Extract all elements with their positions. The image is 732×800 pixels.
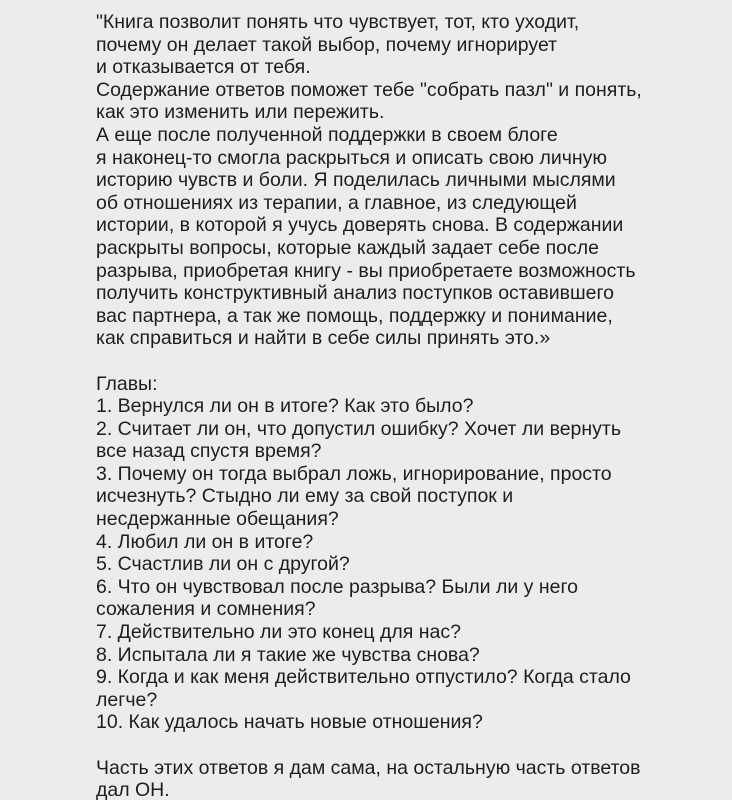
closing-line: Часть этих ответов я дам сама, на остальную часть ответов — [96, 756, 641, 779]
quote-line: Содержание ответов поможет тебе "собрать пазл" и понять, — [96, 78, 642, 101]
quote-line: как это изменить или пережить. — [96, 101, 385, 124]
quote-line: об отношениях из терапии, а главное, из следующей — [96, 191, 577, 214]
closing-paragraph — [96, 757, 692, 800]
book-description-quote — [96, 11, 692, 350]
chapter-line: 8. Испытала ли я такие же чувства снова? — [96, 643, 480, 666]
quote-line: я наконец-то смогла раскрыться и описать свою личную — [96, 146, 608, 169]
chapter-line: 2. Считает ли он, что допустил ошибку? Хочет ли вернуть — [96, 417, 622, 440]
chapter-line: 10. Как удалось начать новые отношения? — [96, 711, 483, 734]
quote-line: вас партнера, а так же помощь, поддержку и понимание, — [96, 304, 613, 327]
paragraph-gap — [96, 734, 692, 757]
chapter-line: исчезнуть? Стыдно ли ему за свой поступок и — [96, 485, 514, 508]
chapter-line: 9. Когда и как меня действительно отпустило? Когда стало — [96, 666, 631, 689]
quote-line: истории, в которой я учусь доверять снова. В содержании — [96, 214, 624, 237]
quote-line: А еще после полученной поддержки в своем блоге — [96, 123, 558, 146]
quote-line: как справиться и найти в себе силы принять это.» — [96, 327, 551, 350]
quote-line: и отказывается от тебя. — [96, 56, 311, 79]
chapter-line: 6. Что он чувствовал после разрыва? Были ли у него — [96, 575, 578, 598]
chapter-line: все назад спустя время? — [96, 440, 322, 463]
chapter-line: 7. Действительно ли это конец для нас? — [96, 621, 461, 644]
quote-line: разрыва, приобретая книгу - вы приобретаете возможность — [96, 259, 636, 282]
chapter-line: легче? — [96, 688, 158, 711]
chapter-line: 5. Счастлив ли он с другой? — [96, 553, 350, 576]
chapters-section — [96, 373, 692, 735]
closing-line: дал ОН. — [96, 779, 170, 800]
chapter-line: 1. Вернулся ли он в итоге? Как это было? — [96, 395, 474, 418]
quote-line: историю чувств и боли. Я поделилась личными мыслями — [96, 169, 616, 192]
quote-line: "Книга позволит понять что чувствует, тот, кто уходит, — [96, 11, 580, 33]
chapter-line: сожаления и сомнения? — [96, 598, 316, 621]
quote-line: почему он делает такой выбор, почему игнорирует — [96, 33, 558, 56]
quote-line: получить конструктивный анализ поступков оставившего — [96, 282, 614, 305]
chapters-heading: Главы: — [96, 372, 158, 395]
chapter-line: 3. Почему он тогда выбрал ложь, игнорирование, просто — [96, 462, 612, 485]
paragraph-gap — [96, 350, 692, 373]
quote-line: раскрыты вопросы, которые каждый задает себе после — [96, 236, 599, 259]
chapter-line: 4. Любил ли он в итоге? — [96, 530, 314, 553]
chapter-line: несдержанные обещания? — [96, 508, 339, 531]
